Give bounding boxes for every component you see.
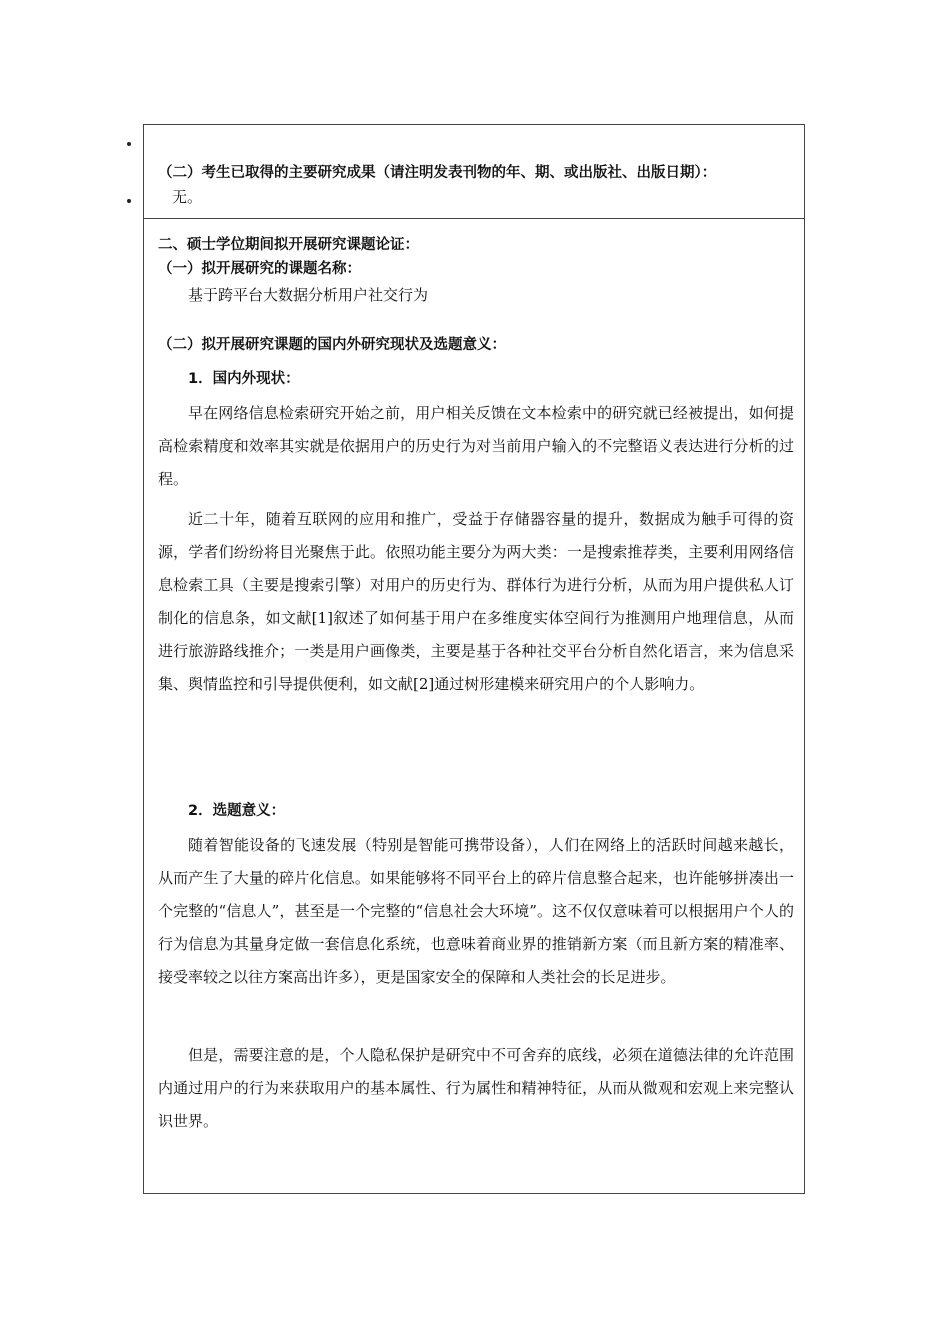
status-heading: （二）拟开展研究课题的国内外研究现状及选题意义： xyxy=(158,337,506,353)
significance-paragraph-2: 但是，需要注意的是，个人隐私保护是研究中不可舍弃的底线，必须在道德法律的允许范围内通过用户的行为来获取用户的基本属性、行为属性和精神特征，从而从微观和宏观上来完整认识世界。 xyxy=(158,1046,794,1130)
significance-heading: 2．选题意义： xyxy=(188,803,286,819)
achievements-heading: （二）考生已取得的主要研究成果（请注明发表刊物的年、期、或出版社、出版日期）： xyxy=(158,165,717,181)
current-status-heading: 1．国内外现状： xyxy=(188,371,300,387)
margin-mark xyxy=(127,199,131,203)
topic-name: 基于跨平台大数据分析用户社交行为 xyxy=(188,286,429,304)
proposal-title: 二、硕士学位期间拟开展研究课题论证： xyxy=(158,237,419,253)
proposal-section xyxy=(143,218,805,1194)
achievements-content: 无。 xyxy=(172,188,203,206)
significance-paragraph-1: 随着智能设备的飞速发展（特别是智能可携带设备），人们在网络上的活跃时间越来越长，从而产生了大量的碎片化信息。如果能够将不同平台上的碎片信息整合起来，也许能够拼凑出一个完整的“信息人”，甚至是一个完整的“信息社会大环境”。这不仅仅意味着可以根据用户个人的行为信息为其量身定做一套信息化系统，也意味着商业界的推销新方案（而且新方案的精准率、接受率较之以往方案高出许多），更是国家安全的保障和人类社会的长足进步。 xyxy=(158,836,794,986)
status-paragraph-1: 早在网络信息检索研究开始之前，用户相关反馈在文本检索中的研究就已经被提出，如何提高检索精度和效率其实就是依据用户的历史行为对当前用户输入的不完整语义表达进行分析的过程。 xyxy=(158,404,794,488)
status-paragraph-2: 近二十年，随着互联网的应用和推广，受益于存储器容量的提升，数据成为触手可得的资源，学者们纷纷将目光聚焦于此。依照功能主要分为两大类：一是搜索推荐类，主要利用网络信息检索工具（主要是搜索引擎）对用户的历史行为、群体行为进行分析，从而为用户提供私人订制化的信息条，如文献[1]叙述了如何基于用户在多维度实体空间行为推测用户地理信息，从而进行旅游路线推介；一类是用户画像类，主要是基于各种社交平台分析自然化语言，来为信息采集、舆情监控和引导提供便利，如文献[2]通过树形建模来研究用户的个人影响力。 xyxy=(158,510,794,693)
achievements-section xyxy=(143,124,805,219)
topic-heading: （一）拟开展研究的课题名称： xyxy=(158,261,361,277)
margin-mark xyxy=(127,142,131,146)
